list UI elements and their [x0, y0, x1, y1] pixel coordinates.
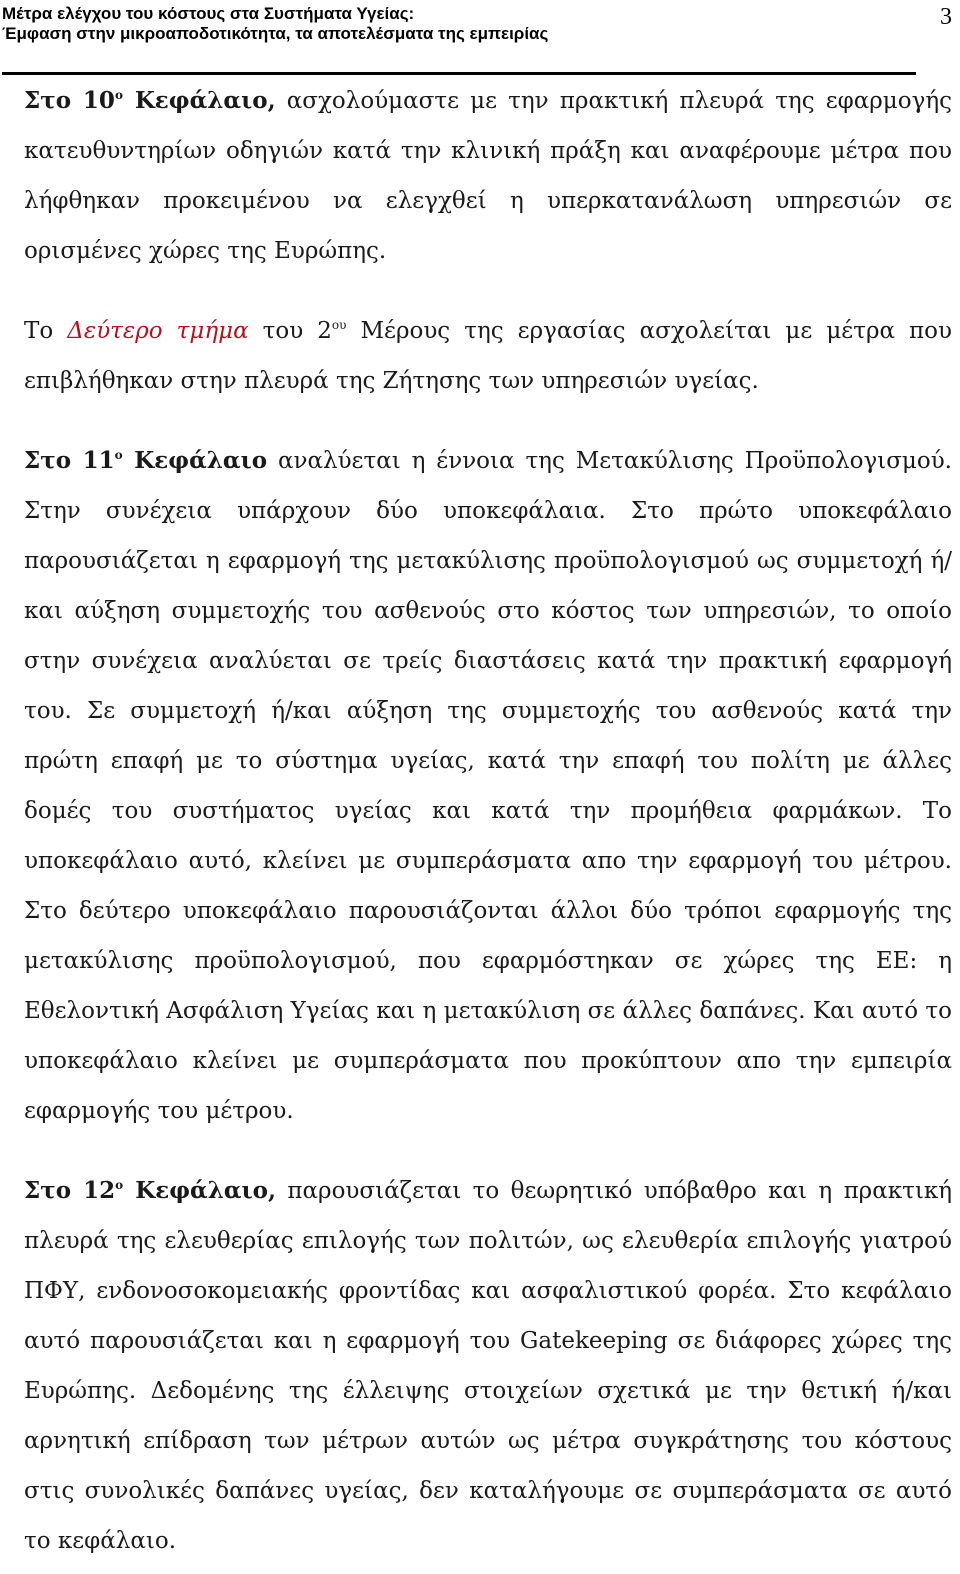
- paragraph-text: Μέρους της εργασίας ασχολείται με μέτρα που επιβλήθηκαν στην πλευρά της Ζήτησης των υπηρεσιών υγείας.: [24, 318, 952, 394]
- paragraph-text: αναλύεται η έννοια της Μετακύλισης Προϋπολογισμού. Στην συνέχεια υπάρχουν δύο υποκεφάλαια. Στο πρώτο υποκεφάλαιο παρουσιάζεται η εφαρμογή της μετακύλισης προϋπολογισμού ως συμμετοχή ή/και αύξηση συμμετοχής του ασθενούς στο κόστος των υπηρεσιών, το οποίο στην συνέχεια αναλύεται σε τρείς διαστάσεις κατά την πρακτική εφαρμογή του. Σε συμμετοχή ή/και αύξηση της συμμετοχής του ασθενούς κατά την πρώτη επαφή με το σύστημα υγείας, κατά την επαφή του πολίτη με άλλες δομές του συστήματος υγείας και κατά την προμήθεια φαρμάκων. Το υποκεφάλαιο αυτό, κλείνει με συμπεράσματα απο την εφαρμογή του μέτρου. Στο δεύτερο υποκεφάλαιο παρουσιάζονται άλλοι δύο τρόποι εφαρμογής της μετακύλισης προϋπολογισμού, που εφαρμόστηκαν σε χώρες της ΕΕ: η Εθελοντική Ασφάλιση Υγείας και η μετακύλιση σε άλλες δαπάνες. Και αυτό το υποκεφάλαιο κλείνει με συμπεράσματα που προκύπτουν απο την εμπειρία εφαρμογής του μέτρου.: [24, 448, 952, 1124]
- ordinal-sup: ο: [115, 1178, 124, 1192]
- paragraph-chapter-10: [24, 76, 952, 276]
- header-title-line-1: Μέτρα ελέγχου του κόστους στα Συστήματα Υγείας:: [2, 4, 415, 23]
- chapter-ref: [24, 87, 276, 114]
- paragraph-chapter-12: [24, 1166, 952, 1566]
- paragraph-text: ασχολούμαστε με την πρακτική πλευρά της εφαρμογής κατευθυντηρίων οδηγιών κατά την κλινική πράξη και αναφέρουμε μέτρα που λήφθηκαν προκειμένου να ελεγχθεί η υπερκατανάλωση υπηρεσιών σε ορισμένες χώρες της Ευρώπης.: [24, 88, 953, 264]
- running-header: [0, 0, 960, 78]
- paragraph-second-section: [24, 306, 952, 406]
- header-rule: [2, 72, 916, 75]
- ordinal-sup: ου: [331, 318, 347, 332]
- header-title-line-2: Έμφαση στην μικροαποδοτικότητα, τα αποτελέσματα της εμπειρίας: [2, 24, 549, 43]
- chapter-ref-lead: Στο 10: [24, 87, 115, 114]
- chapter-ref-lead: Στο 11: [24, 447, 115, 474]
- chapter-ref: [24, 447, 267, 474]
- paragraph-chapter-11: [24, 436, 952, 1136]
- chapter-ref-word: Κεφάλαιο: [134, 447, 268, 474]
- chapter-ref: [24, 1177, 276, 1204]
- ordinal-sup: ο: [114, 88, 123, 102]
- ordinal-sup: ο: [114, 448, 123, 462]
- page-number: 3: [940, 4, 952, 30]
- paragraph-text: παρουσιάζεται το θεωρητικό υπόβαθρο και η πρακτική πλευρά της ελευθερίας επιλογής των πολιτών, ως ελευθερία επιλογής γιατρού ΠΦΥ, ενδονοσοκομειακής φροντίδας και ασφαλιστικού φορέα. Στο κεφάλαιο αυτό παρουσιάζεται και η εφαρμογή του Gatekeeping σε διάφορες χώρες της Ευρώπης. Δεδομένης της έλλειψης στοιχείων σχετικά με την θετική ή/και αρνητική επίδραση των μέτρων αυτών ως μέτρα συγκράτησης του κόστους στις συνολικές δαπάνες υγείας, δεν καταλήγουμε σε συμπεράσματα σε αυτό το κεφάλαιο.: [24, 1178, 953, 1554]
- chapter-ref-lead: Στο 12: [24, 1177, 116, 1204]
- chapter-ref-word: Κεφάλαιο,: [135, 1177, 277, 1204]
- chapter-ref-word: Κεφάλαιο,: [134, 87, 276, 114]
- paragraph-lead: Το: [24, 318, 68, 344]
- paragraph-mid: του 2: [248, 318, 332, 344]
- document-body: [24, 76, 952, 1566]
- section-ref-italic: Δεύτερο τμήμα: [67, 318, 249, 344]
